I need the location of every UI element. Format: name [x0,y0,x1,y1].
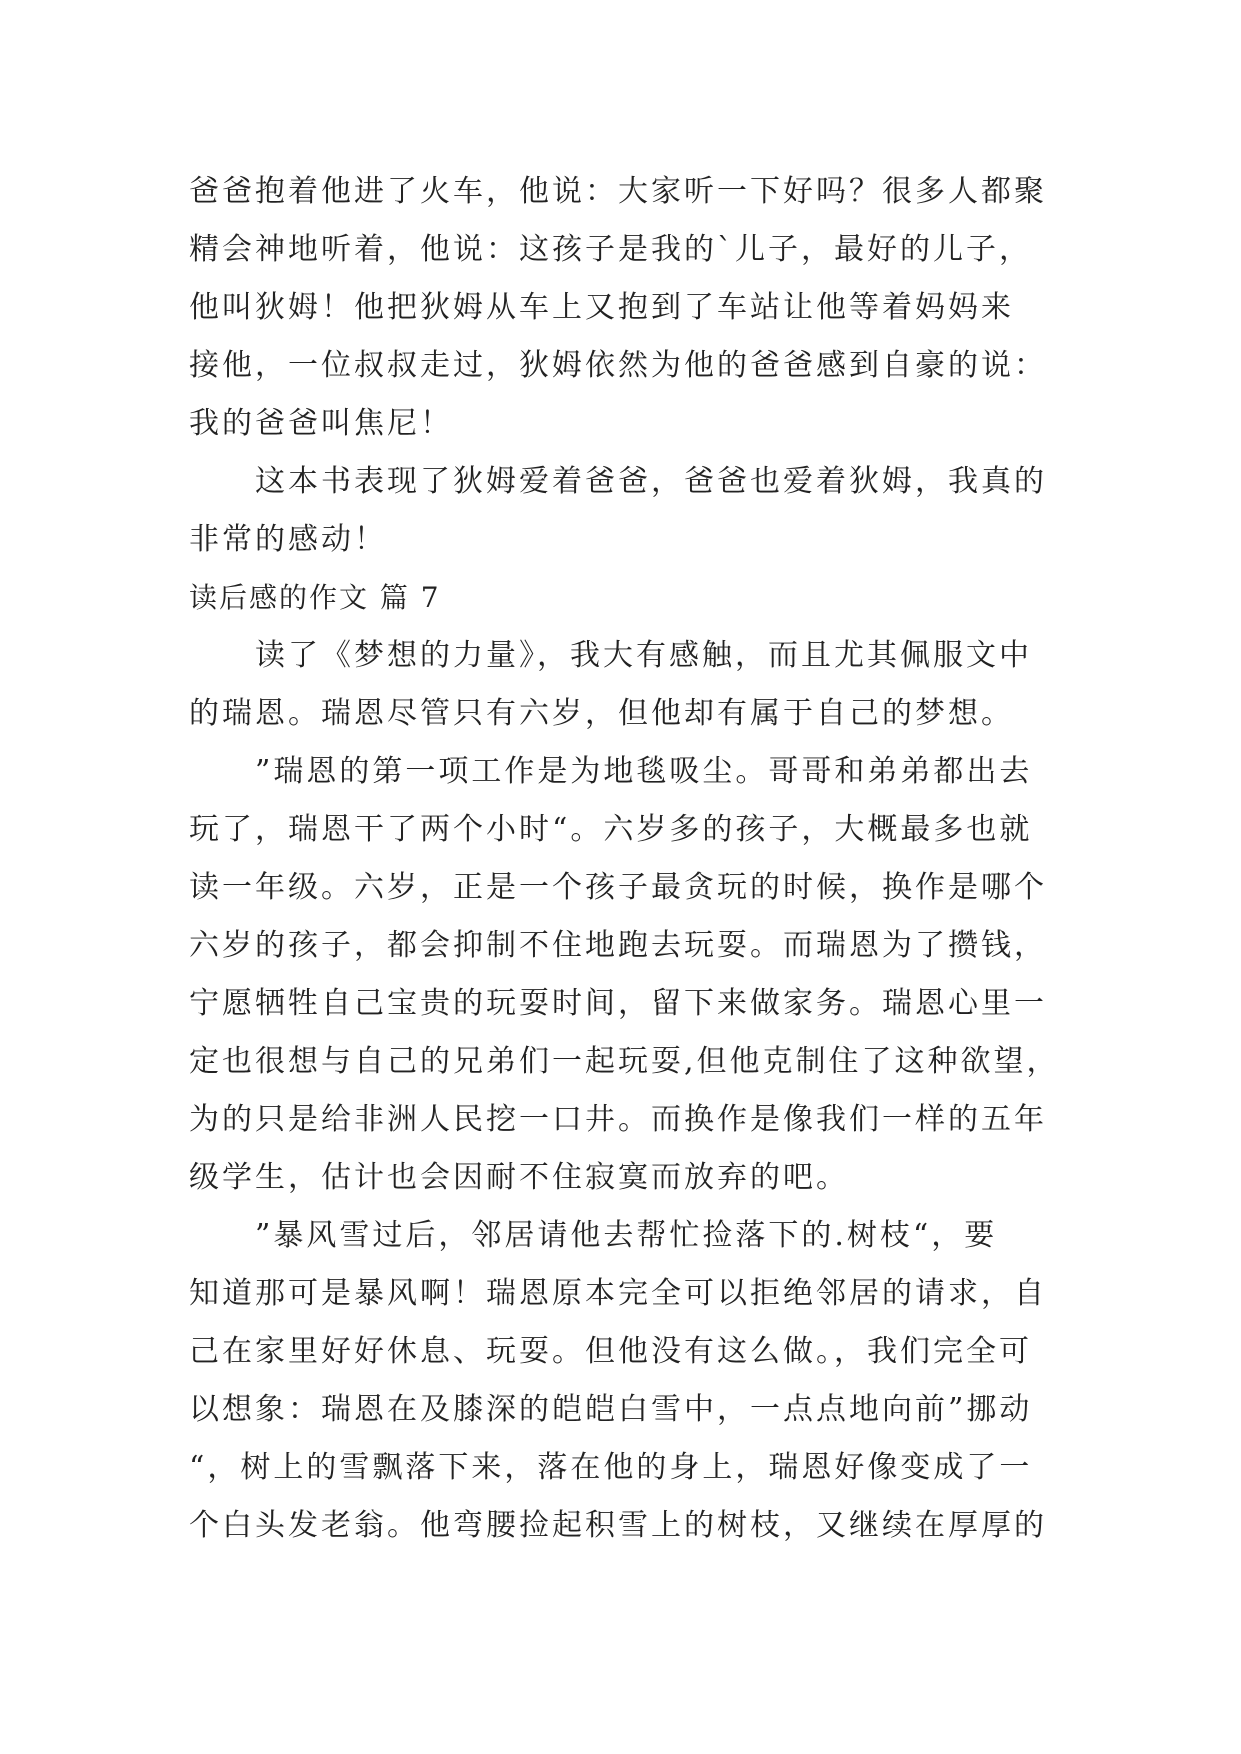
text-line: 非常的感动！ [189,522,387,557]
text-line: 读了《梦想的力量》，我大有感触，而且尤其佩服文中 [189,638,1032,673]
document-body [189,163,1069,1555]
text-line: 的瑞恩。瑞恩尽管只有六岁，但他却有属于自己的梦想。 [189,696,1014,731]
text-line: 玩了，瑞恩干了两个小时“。六岁多的孩子，大概最多也就 [189,812,1033,847]
section-heading: 读后感的作文 篇 7 [189,581,441,614]
text-line: 精会神地听着，他说：这孩子是我的`儿子，最好的儿子， [189,232,1032,267]
text-line: 知道那可是暴风啊！瑞恩原本完全可以拒绝邻居的请求，自 [189,1276,1047,1311]
text-line: 己在家里好好休息、玩耍。但他没有这么做。，我们完全可 [189,1334,1032,1369]
text-line: ”瑞恩的第一项工作是为地毯吸尘。哥哥和弟弟都出去 [189,754,1033,789]
text-line: “，树上的雪飘落下来，落在他的身上，瑞恩好像变成了一 [189,1450,1033,1485]
text-line: 级学生，估计也会因耐不住寂寞而放弃的吧。 [189,1160,849,1195]
paragraph-vacuum-work [189,743,1069,1207]
text-line: 个白头发老翁。他弯腰捡起积雪上的树枝，又继续在厚厚的 [189,1508,1047,1543]
paragraph-snowstorm [189,1207,1069,1555]
text-line: 宁愿牺牲自己宝贵的玩耍时间，留下来做家务。瑞恩心里一 [189,986,1047,1021]
text-line: 定也很想与自己的兄弟们一起玩耍,但他克制住了这种欲望， [189,1044,1060,1079]
text-line: 我的爸爸叫焦尼！ [189,406,453,441]
text-line: 为的只是给非洲人民挖一口井。而换作是像我们一样的五年 [189,1102,1047,1137]
text-line: 以想象：瑞恩在及膝深的皑皑白雪中，一点点地向前”挪动 [189,1392,1033,1427]
reflection-paragraph [189,453,1069,569]
intro-paragraph [189,163,1069,453]
text-line: 六岁的孩子，都会抑制不住地跑去玩耍。而瑞恩为了攒钱， [189,928,1047,963]
paragraph-dream-power [189,627,1069,743]
text-line: 他叫狄姆！他把狄姆从车上又抱到了车站让他等着妈妈来 [189,290,1014,325]
text-line: 爸爸抱着他进了火车，他说：大家听一下好吗？很多人都聚 [189,174,1047,209]
text-line: 这本书表现了狄姆爱着爸爸，爸爸也爱着狄姆，我真的 [189,464,1047,499]
text-line: 接他，一位叔叔走过，狄姆依然为他的爸爸感到自豪的说： [189,348,1047,383]
text-line: 读一年级。六岁，正是一个孩子最贪玩的时候，换作是哪个 [189,870,1047,905]
text-line: ”暴风雪过后，邻居请他去帮忙捡落下的.树枝“，要 [189,1218,998,1253]
